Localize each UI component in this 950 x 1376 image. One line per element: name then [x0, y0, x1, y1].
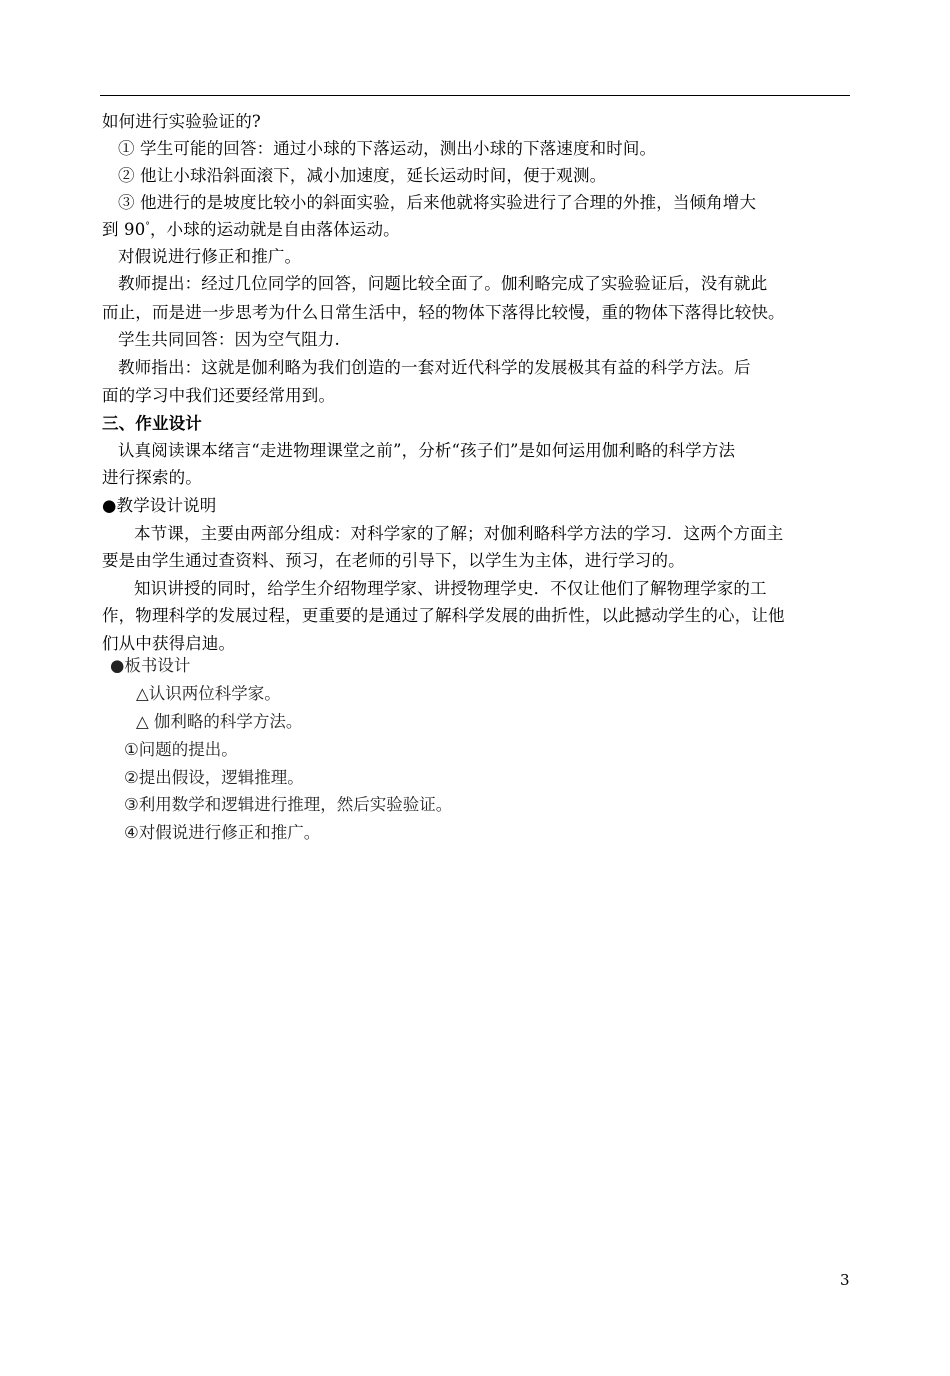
- text-line: 作，物理科学的发展过程，更重要的是通过了解科学发展的曲折性，以此撼动学生的心，让他: [102, 606, 785, 625]
- subsection-heading: ●教学设计说明: [102, 496, 217, 515]
- text-line: ③ 他进行的是坡度比较小的斜面实验，后来他就将实验进行了合理的外推，当倾角增大: [118, 193, 757, 212]
- text-line: [102, 219, 854, 241]
- text-line: ② 他让小球沿斜面滚下，减小加速度，延长运动时间，便于观测。: [118, 166, 607, 185]
- board-item: ③利用数学和逻辑进行推理，然后实验验证。: [124, 795, 453, 814]
- text-line: 要是由学生通过查资料、预习，在老师的引导下，以学生为主体，进行学习的。: [102, 551, 685, 570]
- header-rule: [100, 95, 850, 96]
- text-line: 如何进行实验验证的?: [102, 112, 261, 131]
- text-fragment: ，小球的运动就是自由落体运动。: [150, 220, 400, 239]
- text-line: 面的学习中我们还要经常用到。: [102, 386, 336, 405]
- text-line: ① 学生可能的回答：通过小球的下落运动，测出小球的下落速度和时间。: [118, 139, 657, 158]
- page-number: 3: [840, 1271, 850, 1289]
- board-design-title: ●板书设计: [110, 656, 191, 675]
- text-line: 们从中获得启迪。: [102, 634, 236, 653]
- text-line: 而止，而是进一步思考为什么日常生活中，轻的物体下落得比较慢，重的物体下落得比较快。: [102, 303, 785, 322]
- board-item: ①问题的提出。: [124, 740, 238, 759]
- board-item: ④对假说进行修正和推广。: [124, 823, 321, 842]
- degree-sign: °: [145, 221, 150, 232]
- board-item: △ 伽利略的科学方法。: [136, 712, 303, 731]
- text-line: 进行探索的。: [102, 468, 202, 487]
- board-item: △认识两位科学家。: [136, 684, 281, 703]
- text-line: 本节课，主要由两部分组成：对科学家的了解；对伽利略科学方法的学习．这两个方面主: [134, 524, 784, 543]
- text-line: 对假说进行修正和推广。: [118, 247, 302, 266]
- text-fragment: 到 90: [102, 220, 146, 239]
- text-line: 认真阅读课本绪言“走进物理课堂之前”，分析“孩子们”是如何运用伽利略的科学方法: [118, 441, 736, 460]
- text-line: 知识讲授的同时，给学生介绍物理学家、讲授物理学史．不仅让他们了解物理学家的工: [134, 579, 767, 598]
- section-heading: 三、作业设计: [102, 414, 202, 433]
- text-line: 教师提出：经过几位同学的回答，问题比较全面了。伽利略完成了实验验证后，没有就此: [118, 274, 768, 293]
- text-line: 学生共同回答：因为空气阻力.: [118, 330, 340, 349]
- board-item: ②提出假设，逻辑推理。: [124, 768, 304, 787]
- text-line: 教师指出：这就是伽利略为我们创造的一套对近代科学的发展极其有益的科学方法。后: [118, 358, 751, 377]
